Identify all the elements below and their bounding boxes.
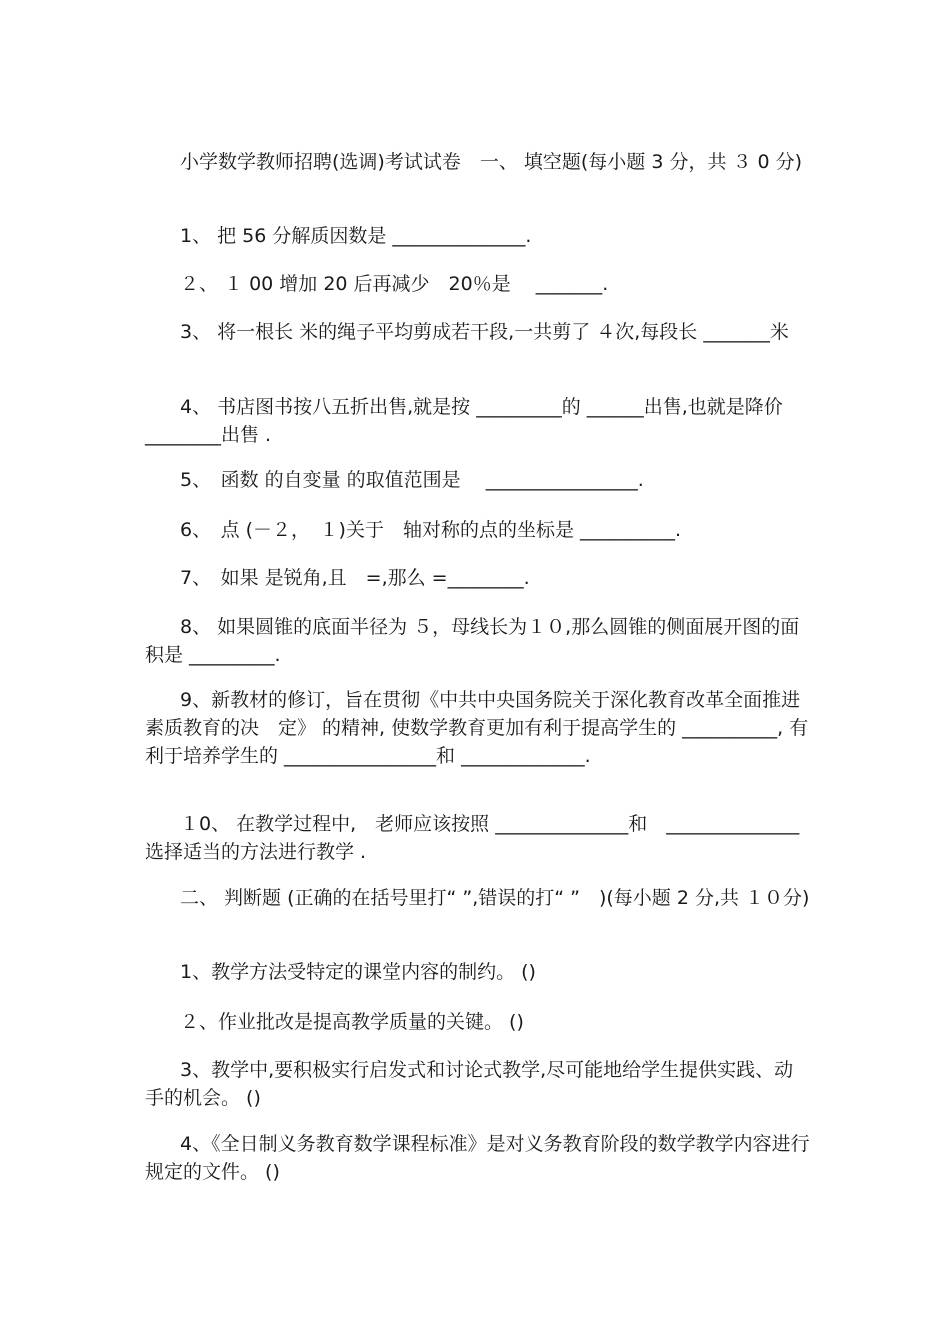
question-8: 8、 如果圆锥的底面半径为 ５，母线长为１０,那么圆锥的侧面展开图的面积是 _________. xyxy=(145,616,800,666)
question-3: 3、 将一根长 米的绳子平均剪成若干段,一共剪了 ４次,每段长 _______米 xyxy=(180,321,789,343)
section-2-heading: 二、 判断题 (正确的在括号里打“ ”,错误的打“ ” )(每小题 2 分,共 １０分) xyxy=(180,887,810,909)
judgment-question-2: ２、作业批改是提高教学质量的关键。 () xyxy=(180,1011,524,1033)
question-1: 1、 把 56 分解质因数是 ______________. xyxy=(180,225,532,247)
exam-title-and-section-1-heading: 小学数学教师招聘(选调)考试试卷 一、 填空题(每小题 3 分，共 ３ 0 分) xyxy=(180,151,803,173)
judgment-question-1: 1、教学方法受特定的课堂内容的制约。 () xyxy=(180,961,536,983)
question-7: 7、 如果 是锐角,且 =,那么 =________. xyxy=(180,567,530,589)
question-2: ２、 １ 00 增加 20 后再减少 20％是 _______. xyxy=(180,273,609,295)
question-4: 4、 书店图书按八五折出售,就是按 _________的 ______出售,也就是降价 ________出售 . xyxy=(145,396,802,446)
question-10: １0、 在教学过程中, 老师应该按照 ______________和 ______________选择适当的方法进行教学 . xyxy=(145,813,800,863)
question-6: 6、 点 (－２， １)关于 轴对称的点的坐标是 __________. xyxy=(180,519,682,541)
question-5: 5、 函数 的自变量 的取值范围是 ________________. xyxy=(180,469,644,491)
question-9: 9、新教材的修订，旨在贯彻《中共中央国务院关于深化教育改革全面推进素质教育的决 定》 的精神, 使数学教育更加有利于提高学生的 __________, 有利于培养学生的 ________________和 _____________. xyxy=(145,689,809,767)
judgment-question-4: 4、《全日制义务教育数学课程标准》是对义务教育阶段的数学教学内容进行规定的文件。 () xyxy=(145,1133,810,1183)
judgment-question-3: 3、教学中,要积极实行启发式和讨论式教学,尽可能地给学生提供实践、动手的机会。 () xyxy=(145,1059,794,1109)
